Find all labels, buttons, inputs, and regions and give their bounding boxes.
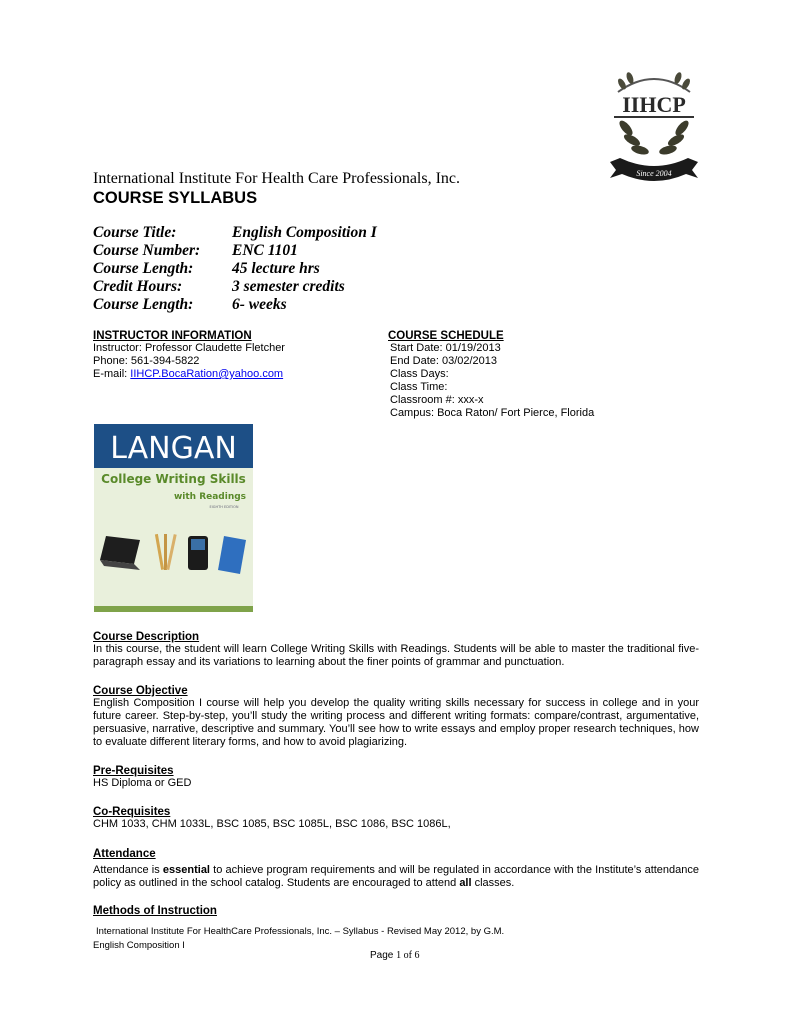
footer-line: International Institute For HealthCare Professionals, Inc. – Syllabus - Revised May 2012, by G.M.	[96, 926, 505, 937]
course-info-value: 6- weeks	[232, 296, 287, 313]
instructor-info	[93, 330, 285, 381]
course-info-value: English Composition I	[232, 224, 377, 241]
laptop-illustration	[100, 536, 140, 570]
course-info	[93, 224, 377, 314]
book-author: LANGAN	[110, 431, 237, 466]
section-text: HS Diploma or GED	[93, 777, 192, 789]
course-info-value: 3 semester credits	[232, 278, 345, 295]
book-edition: EIGHTH EDITION	[209, 505, 239, 509]
book-title: College Writing Skills	[101, 472, 246, 486]
page-current: 1	[396, 950, 402, 961]
course-info-value: 45 lecture hrs	[232, 260, 320, 277]
textbook-cover-image	[94, 424, 253, 612]
course-info-row	[93, 260, 377, 278]
section-heading: Course Description	[93, 631, 200, 643]
svg-text:IIHCP: IIHCP	[622, 92, 686, 117]
schedule-line: Class Days:	[390, 368, 449, 380]
schedule-line: Classroom #: xxx-x	[390, 394, 484, 406]
prerequisites-section	[93, 765, 699, 790]
instructor-email-line	[93, 368, 285, 381]
instructor-phone: Phone: 561-394-5822	[93, 355, 200, 367]
section-text: In this course, the student will learn College Writing Skills with Readings. Students will be able to master the traditional five-paragraph essay and its variations to learning about the finer points of grammar and punctuation.	[93, 643, 699, 668]
email-label: E-mail:	[93, 368, 131, 380]
schedule-heading: COURSE SCHEDULE	[388, 330, 504, 342]
attendance-text: classes.	[471, 877, 515, 889]
section-heading: Attendance	[93, 848, 156, 860]
section-heading: Methods of Instruction	[93, 905, 217, 917]
course-info-row	[93, 224, 377, 242]
schedule-line: Campus: Boca Raton/ Fort Pierce, Florida	[390, 407, 595, 419]
phone-illustration	[188, 536, 208, 570]
instructor-heading: INSTRUCTOR INFORMATION	[93, 330, 252, 342]
course-info-label: Course Title:	[93, 224, 177, 241]
course-schedule	[388, 330, 594, 420]
page-number	[370, 950, 419, 961]
instructor-name: Instructor: Professor Claudette Fletcher	[93, 342, 285, 354]
svg-text:Since 2004: Since 2004	[636, 169, 672, 178]
email-link[interactable]: IIHCP.BocaRation@yahoo.com	[130, 368, 284, 380]
attendance-text: Attendance is	[93, 864, 163, 876]
book-subtitle: with Readings	[173, 492, 247, 502]
section-text	[93, 864, 699, 890]
footer-course: English Composition I	[93, 940, 185, 951]
course-info-row	[93, 242, 377, 260]
course-info-row	[93, 278, 377, 296]
institution-name: International Institute For Health Care Professionals, Inc.	[93, 170, 461, 187]
corequisites-section	[93, 806, 699, 831]
iihcp-logo	[606, 70, 702, 188]
schedule-line: Class Time:	[390, 381, 448, 393]
attendance-emphasis: all	[459, 877, 472, 889]
section-text: CHM 1033, CHM 1033L, BSC 1085, BSC 1085L, BSC 1086, BSC 1086L,	[93, 818, 451, 830]
section-text: English Composition I course will help you develop the quality writing skills necessary for success in college and in your future career. Step-by-step, you’ll study the writing process and different writing formats: compare/contrast, argumentative, persuasive, narrative, descriptive and summary. You’ll see how to write essays and employ proper research techniques, how to evaluate different literary forms, and how to avoid plagiarizing.	[93, 697, 699, 748]
course-info-label: Course Number:	[93, 242, 201, 259]
page-label: Page	[370, 950, 397, 961]
section-heading: Course Objective	[93, 685, 188, 697]
course-objective-section	[93, 685, 699, 749]
course-description-section	[93, 631, 699, 669]
course-info-label: Credit Hours:	[93, 278, 183, 295]
attendance-emphasis: essential	[162, 864, 210, 876]
methods-section	[93, 905, 699, 917]
schedule-line: End Date: 03/02/2013	[390, 355, 498, 367]
course-info-label: Course Length:	[93, 296, 194, 313]
course-info-label: Course Length:	[93, 260, 194, 277]
attendance-section	[93, 848, 699, 890]
attendance-text: to achieve program requirements and will be regulated in accordance with the Institute’s attendance policy as outlined in the school catalog. Students are encouraged to attend	[93, 864, 700, 889]
schedule-line: Start Date: 01/19/2013	[390, 342, 501, 354]
course-info-row	[93, 296, 377, 314]
page-title: COURSE SYLLABUS	[93, 189, 258, 207]
section-heading: Pre-Requisites	[93, 765, 174, 777]
page-total: of 6	[401, 950, 420, 961]
course-info-value: ENC 1101	[232, 242, 298, 259]
section-heading: Co-Requisites	[93, 806, 171, 818]
